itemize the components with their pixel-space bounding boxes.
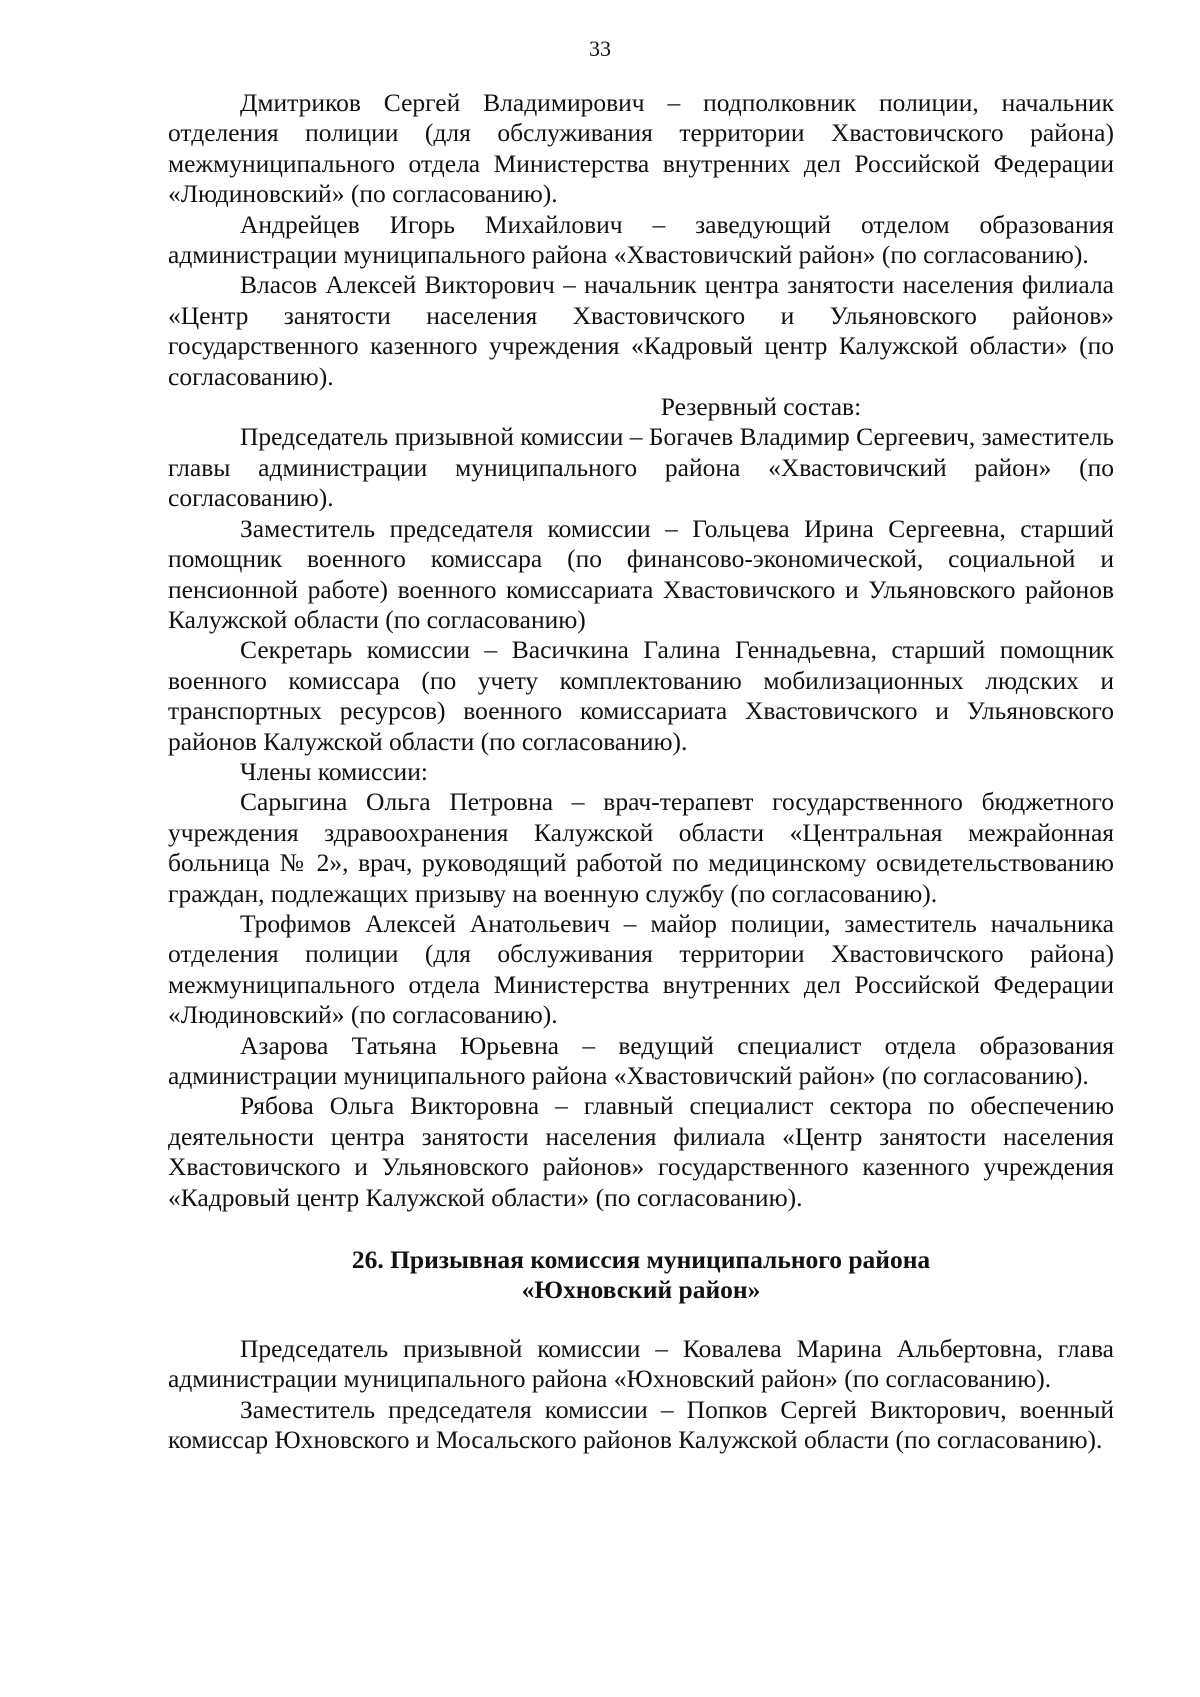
paragraph-kovaleva: Председатель призывной комиссии – Ковалева Марина Альбертовна, глава администрации муниципального района «Юхновский район» (по согласованию). <box>168 1333 1114 1394</box>
paragraph-dmitrikov: Дмитриков Сергей Владимирович – подполковник полиции, начальник отделения полиции (для обслуживания территории Хвастовичского района) межмуниципального отдела Министерства внутренних дел Российской Федерации «Людиновский» (по согласованию). <box>168 88 1114 209</box>
paragraph-popkov: Заместитель председателя комиссии – Попков Сергей Викторович, военный комиссар Юхновского и Мосальского районов Калужской области (по согласованию). <box>168 1394 1114 1455</box>
paragraph-sarygina: Сарыгина Ольга Петровна – врач-терапевт государственного бюджетного учреждения здравоохранения Калужской области «Центральная межрайонная больница № 2», врач, руководящий работой по медицинскому освидетельствованию граждан, подлежащих призыву на военную службу (по согласованию). <box>168 787 1114 908</box>
reserve-heading: Резервный состав: <box>660 392 862 422</box>
paragraph-azarova: Азарова Татьяна Юрьевна – ведущий специалист отдела образования администрации муниципального района «Хвастовичский район» (по согласованию). <box>168 1030 1114 1090</box>
paragraph-andreytsev: Андрейцев Игорь Михайлович – заведующий отделом образования администрации муниципального района «Хвастовичский район» (по согласованию). <box>168 209 1114 270</box>
document-body <box>168 88 1114 1455</box>
page-number: 33 <box>589 36 611 61</box>
paragraph-reserve-secretary: Секретарь комиссии – Васичкина Галина Геннадьевна, старший помощник военного комиссара (по учету комплектованию мобилизационных людских и транспортных ресурсов) военного комиссариата Хвастовичского и Ульяновского районов Калужской области (по согласованию). <box>168 635 1114 756</box>
paragraph-reserve-deputy: Заместитель председателя комиссии – Гольцева Ирина Сергеевна, старший помощник военного комиссара (по финансово-экономической, социальной и пенсионной работе) военного комиссариата Хвастовичского и Ульяновского районов Калужской области (по согласованию) <box>168 513 1114 634</box>
section-title-line-1: 26. Призывная комиссия муниципального района <box>351 1245 931 1275</box>
paragraph-ryabova: Рябова Ольга Викторовна – главный специалист сектора по обеспечению деятельности центра занятости населения филиала «Центр занятости населения Хвастовичского и Ульяновского районов» государственного казенного учреждения «Кадровый центр Калужской области» (по согласованию). <box>168 1091 1114 1212</box>
paragraph-reserve-chairman: Председатель призывной комиссии – Богачев Владимир Сергеевич, заместитель главы администрации муниципального района «Хвастовичский район» (по согласованию). <box>168 422 1114 513</box>
section-title-line-2: «Юхновский район» <box>521 1275 761 1305</box>
paragraph-trofimov: Трофимов Алексей Анатольевич – майор полиции, заместитель начальника отделения полиции (для обслуживания территории Хвастовичского района) межмуниципального отдела Министерства внутренних дел Российской Федерации «Людиновский» (по согласованию). <box>168 908 1114 1030</box>
section-title <box>168 1245 1114 1306</box>
members-heading: Члены комиссии: <box>240 756 428 786</box>
paragraph-vlasov: Власов Алексей Викторович – начальник центра занятости населения филиала «Центр занятости населения Хвастовичского и Ульяновского районов» государственного казенного учреждения «Кадровый центр Калужской области» (по согласованию). <box>168 270 1114 391</box>
